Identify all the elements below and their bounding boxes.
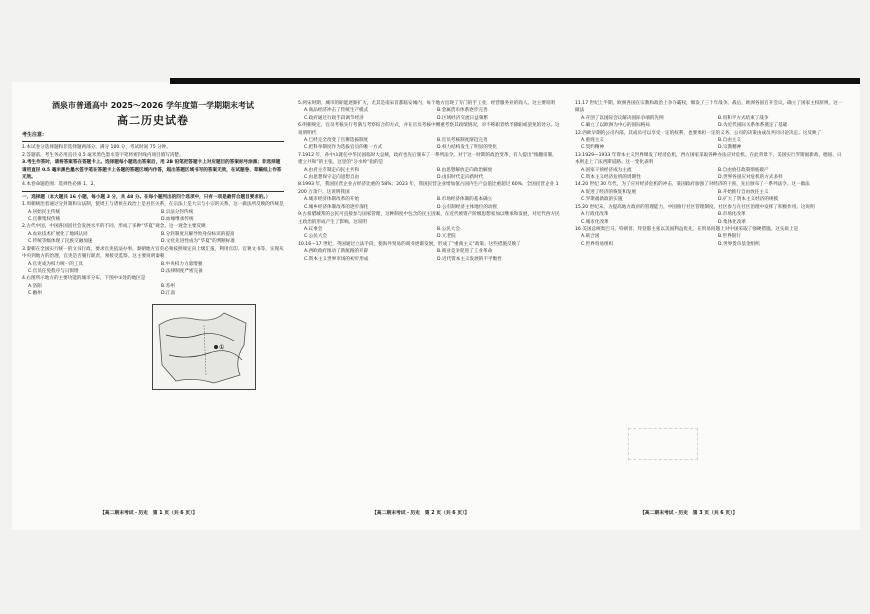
question xyxy=(298,181,560,211)
question xyxy=(22,246,284,276)
page-footer-3: 【高二期末考试・历史 第 3 页（共 6 页）】 xyxy=(640,511,738,516)
answer-option: B.苏州 xyxy=(161,283,175,289)
option-group xyxy=(298,167,560,182)
answer-option: A.洛阳 xyxy=(28,283,42,289)
question-stem: 6.明朝规定，官员考核实行考满与考察结合的方式，并在官员考核中侧重考察其政绩情况，对不称职者给予降职或罢免的处分。这说明明代 xyxy=(298,123,560,136)
subject-title: 高二历史试卷 xyxy=(117,114,189,127)
map-image xyxy=(153,305,255,389)
answer-option: D.区域经济交流日益频繁 xyxy=(437,115,488,121)
answer-option: B.由思想解放走向政治解放 xyxy=(437,167,493,173)
question-stem: 3.秦朝在全国实行统一的文书行政，要求官吏依法办事。秦朝地方官吏必须按照规定向上级汇报，利用官印、官署文书等，实现从中央到地方的治理，官吏是否履行职责，须接受监察。这主要说明秦朝 xyxy=(22,246,284,260)
map-label: ① xyxy=(219,344,225,351)
question-stem: 10.16—17 世纪，英国通过立法手段，使海外贸易的商业逐渐发展，形成了“重商主义”政策。这些措施反映了 xyxy=(298,241,521,247)
option-group xyxy=(575,233,845,248)
answer-option: A.农业技术扩展化了地域认同 xyxy=(28,231,88,237)
question xyxy=(298,122,560,152)
school-title: 酒泉市普通高中 2025～2026 学年度第一学期期末考试 xyxy=(51,101,255,110)
answer-option: C.契约精神 xyxy=(581,145,605,151)
question xyxy=(575,181,845,203)
answer-option: B.公民大会 xyxy=(437,226,460,232)
option-group xyxy=(22,261,284,276)
answer-option: C.城乡经济体制改革的逐步深化 xyxy=(304,204,369,210)
answer-option: A.重商主义 xyxy=(581,138,604,144)
answer-option: C.公民大会 xyxy=(304,234,328,240)
answer-option: B.宗法分封传统 xyxy=(161,209,194,215)
answer-option: C.把科举制度作为选拔官员的唯一方式 xyxy=(304,145,383,151)
divider xyxy=(22,141,284,142)
column-3 xyxy=(575,100,845,248)
option-group xyxy=(575,167,845,182)
question xyxy=(22,223,284,245)
answer-option: D.世界货币基金组织 xyxy=(718,241,760,247)
answer-option: A.国家干预经济成为主流 xyxy=(581,167,632,173)
answer-option: D.江南 xyxy=(161,291,176,297)
answer-option: D.世界各国应对危机的方式多样 xyxy=(718,175,783,181)
answer-option: C.幽州 xyxy=(28,291,42,297)
answer-option: A.联合国 xyxy=(581,234,600,240)
option-group xyxy=(22,231,284,246)
answer-option: C.传统等级体现了民族交融加速 xyxy=(28,239,93,245)
option-group xyxy=(298,107,560,122)
question xyxy=(22,275,284,297)
page-footer-1: 【高二期末考试・历史 第 1 页（共 6 页）】 xyxy=(100,511,198,516)
answer-option: B.市场经济体制的基本确立 xyxy=(437,197,493,203)
answer-option: C.罗斯福新政的实施 xyxy=(581,197,623,203)
answer-option: B.用和平方式结束了战争 xyxy=(718,115,769,121)
map-figure xyxy=(152,304,256,390)
answer-option: D.元老院 xyxy=(437,234,456,240)
question-stem: 2.古代中国，中国各国因社会发展水平的不同，形成了多种“华夏”观念。这一观念主要反映 xyxy=(22,224,206,230)
question-list-col3 xyxy=(575,100,845,248)
question xyxy=(298,152,560,182)
question xyxy=(575,100,845,130)
answer-option: D.宗教精神 xyxy=(718,145,742,151)
answer-option: A.居始民主传统 xyxy=(28,209,61,215)
notice-item: 2.答题前，考生务必用直径 0.5 毫米黑色墨水签字笔将密封线内项目填写清楚。 xyxy=(22,152,184,158)
answer-option: C.政府通过行政手段调节经济 xyxy=(304,115,364,121)
question-stem: 5.两宋时期，城市的职能逐渐扩大，尤其是南宋首都临安城内，每个地方出现了专门的手工业，经营服务业的商人。这主要说明 xyxy=(298,101,556,106)
question xyxy=(298,211,560,241)
top-border-bar xyxy=(170,78,860,84)
answer-option: C.由思想保守走向思想自由 xyxy=(304,175,360,181)
answer-option: A.官吏成为权力统一的工具 xyxy=(28,261,84,267)
notice-heading: 考生注意： xyxy=(22,132,48,138)
answer-option: D.血缘继承传统 xyxy=(161,217,194,223)
answer-option: C.官僚集权传统 xyxy=(28,217,61,223)
answer-option: A.促进了经济的恢复和发展 xyxy=(581,189,637,195)
option-group xyxy=(575,137,845,152)
question-stem: 13.1929—1933 年资本主义世界爆发了经济危机，西方国家采取各种办法应对危机。在此背景下，美国实行罗斯福新政，德国、日本则走上了法西斯道路。这一变化表明 xyxy=(575,152,842,166)
option-group xyxy=(575,211,845,226)
answer-option: D.权力结构发生了明显的变化 xyxy=(437,145,498,151)
question-stem: 7.1912 年，孙中山就任中华民国临时大总统，政府也先后颁布了一系列法令。对于这一时期的政治变革，有人提出“推翻帝制，建立共和”的主张。这里的“分水岭”指的是 xyxy=(298,152,557,166)
question-stem: 8.1993 年，我国民营企业占经济比重的 58%；2023 年，我国民营企业增加值占国内生产总值比重超过 60%，全国民营企业 1 200 万余户。这说明我国 xyxy=(298,182,559,195)
notice-item: 3.考生作答时，请将答案答在答题卡上。选择题每小题选出答案后，用 2B 铅笔把答题卡上对应题目的答案标号涂黑；非选择题请用直径 0.5 毫米黑色墨水签字笔在答题卡上各题的答题区域内作答，超出答题区域书写的答案无效，在试题卷、草稿纸上作答无效。 xyxy=(22,160,282,181)
option-group xyxy=(575,115,845,130)
faded-stamp xyxy=(628,428,698,460)
answer-option: A.西欧政府推动了新航路的开辟 xyxy=(304,249,369,255)
answer-option: C.资本主义经济危机的周期性 xyxy=(581,175,641,181)
page-footer-2: 【高二期末考试・历史 第 2 页（共 6 页）】 xyxy=(372,511,470,516)
option-group xyxy=(298,226,560,241)
divider xyxy=(22,191,284,192)
question-stem: 14.20 世纪 30 年代，为了应对经济危机的冲击，某国政府加强了对经济的干预，先后颁布了一系列法令。这一做法 xyxy=(575,182,810,188)
question xyxy=(575,226,845,248)
answer-option: B.自由放任政策彻底破产 xyxy=(718,167,769,173)
answer-option: D.法律制度严密完备 xyxy=(161,268,203,274)
answer-option: D.公有制经济主体地位的动摇 xyxy=(437,204,498,210)
answer-option: D.集体化改革 xyxy=(718,219,746,225)
answer-option: C.确立了以欧洲为中心的国际格局 xyxy=(581,123,650,129)
answer-option: D.由旧时代走向新时代 xyxy=(437,175,484,181)
answer-option: D.扩大了资本主义经济的规模 xyxy=(718,197,779,203)
answer-option: B.官员考核制度渐趋完善 xyxy=(437,138,488,144)
question xyxy=(575,152,845,182)
question xyxy=(575,130,845,152)
section-heading: 一、选择题（本大题共 16 小题，每小题 3 分，共 48 分。在每小题列出的四个选项中，只有一项是最符合题目要求的。） xyxy=(22,194,271,200)
option-group xyxy=(298,248,560,263)
answer-option: D.文化先进性成为“华夏”的判断标准 xyxy=(161,239,236,245)
column-1 xyxy=(22,100,284,298)
column-2 xyxy=(298,100,560,263)
answer-option: D.近代资本主义发展的不平衡性 xyxy=(437,256,502,262)
question-stem: 4.右图所示地方的主要功能的城市分布，下图中①处的地区是 xyxy=(22,276,146,282)
question-stem: 16.美国总统奥巴马、特朗普、拜登都主张以美国利益优先，在贸易问题上对中国采取了强硬措施。这实质上是 xyxy=(575,226,799,232)
answer-option: B.金属货币体系逐步完善 xyxy=(437,108,488,114)
option-group xyxy=(22,283,284,298)
answer-option: B.中央权力力量增强 xyxy=(161,261,203,267)
answer-option: C.官员任免程序与日俱增 xyxy=(28,268,79,274)
question xyxy=(22,201,284,223)
question-stem: 15.20 世纪末，为提高地方政府的管理能力，中国推行社区管理制度。社区参与在社区治理中发挥了积极作用。这说明 xyxy=(575,204,815,210)
option-group xyxy=(22,209,284,224)
answer-option: B.商业竞争促进了工业革命 xyxy=(437,249,493,255)
answer-option: C.城市化改革 xyxy=(581,219,609,225)
question-stem: 11.17 世纪上半期，欧洲各国在宗教和政治上争夺霸权，爆发了三十年战争。战后，欧洲各国召开会议，确立了国家主权原则，这一做法 xyxy=(575,101,843,114)
answer-option: B.开始推行自由放任主义 xyxy=(718,189,769,195)
answer-option: C.世界贸易组织 xyxy=(581,241,614,247)
question-stem: 9.古希腊城邦的公民可直接参与国家管理，这种制度中包含的民主因素，在近代被资产阶级思想家加以继承和发展，对近代西方民主政治的形成产生了影响。这说明 xyxy=(298,212,560,225)
answer-option: B.自由主义 xyxy=(718,138,741,144)
option-group xyxy=(575,189,845,204)
answer-option: C.资本主义世界市场的初步形成 xyxy=(304,256,369,262)
answer-option: D.为近代国际关系体系奠定了基础 xyxy=(718,123,788,129)
answer-option: B.世界银行 xyxy=(718,234,741,240)
question xyxy=(298,241,560,263)
notice-item: 4.本卷命题范围：选择性必修 1、2。 xyxy=(22,182,99,188)
question-stem: 12.西欧早期的公司内部，其成员可以享受一定的权利，也要承担一定的义务，公司的决策由成员共同讨论决定。这反映了 xyxy=(575,130,822,136)
notice-item: 1.本试卷分选择题和非选择题两部分。满分 100 分，考试时间 75 分钟。 xyxy=(22,145,171,151)
answer-option: A.已经完全改变了官僚选拔制度 xyxy=(304,138,369,144)
answer-option: B.分封制度瓦解导致身份标识的提高 xyxy=(161,231,235,237)
answer-option: A.由君主专制走向民主共和 xyxy=(304,167,360,173)
question xyxy=(298,100,560,122)
answer-option: A.城市经济体制改革的开始 xyxy=(304,197,360,203)
answer-option: A.开创了以国际会议解决国际争端的先例 xyxy=(581,115,664,121)
option-group xyxy=(298,137,560,152)
answer-option: B.市场化改革 xyxy=(718,212,746,218)
answer-option: A.商品经济冲击了传统生产模式 xyxy=(304,108,369,114)
answer-option: A.议事会 xyxy=(304,226,323,232)
question-list-col1 xyxy=(22,201,284,297)
question-stem: 1.周朝统治者通过分封制和宗法制，使周王与诸侯在政治上是君臣关系，在宗法上是大宗与小宗的关系。这一做法所反映的传统是 xyxy=(22,202,284,208)
option-group xyxy=(298,196,560,211)
answer-option: A.行政化改革 xyxy=(581,212,609,218)
question-list-col2 xyxy=(298,100,560,263)
question xyxy=(575,204,845,226)
